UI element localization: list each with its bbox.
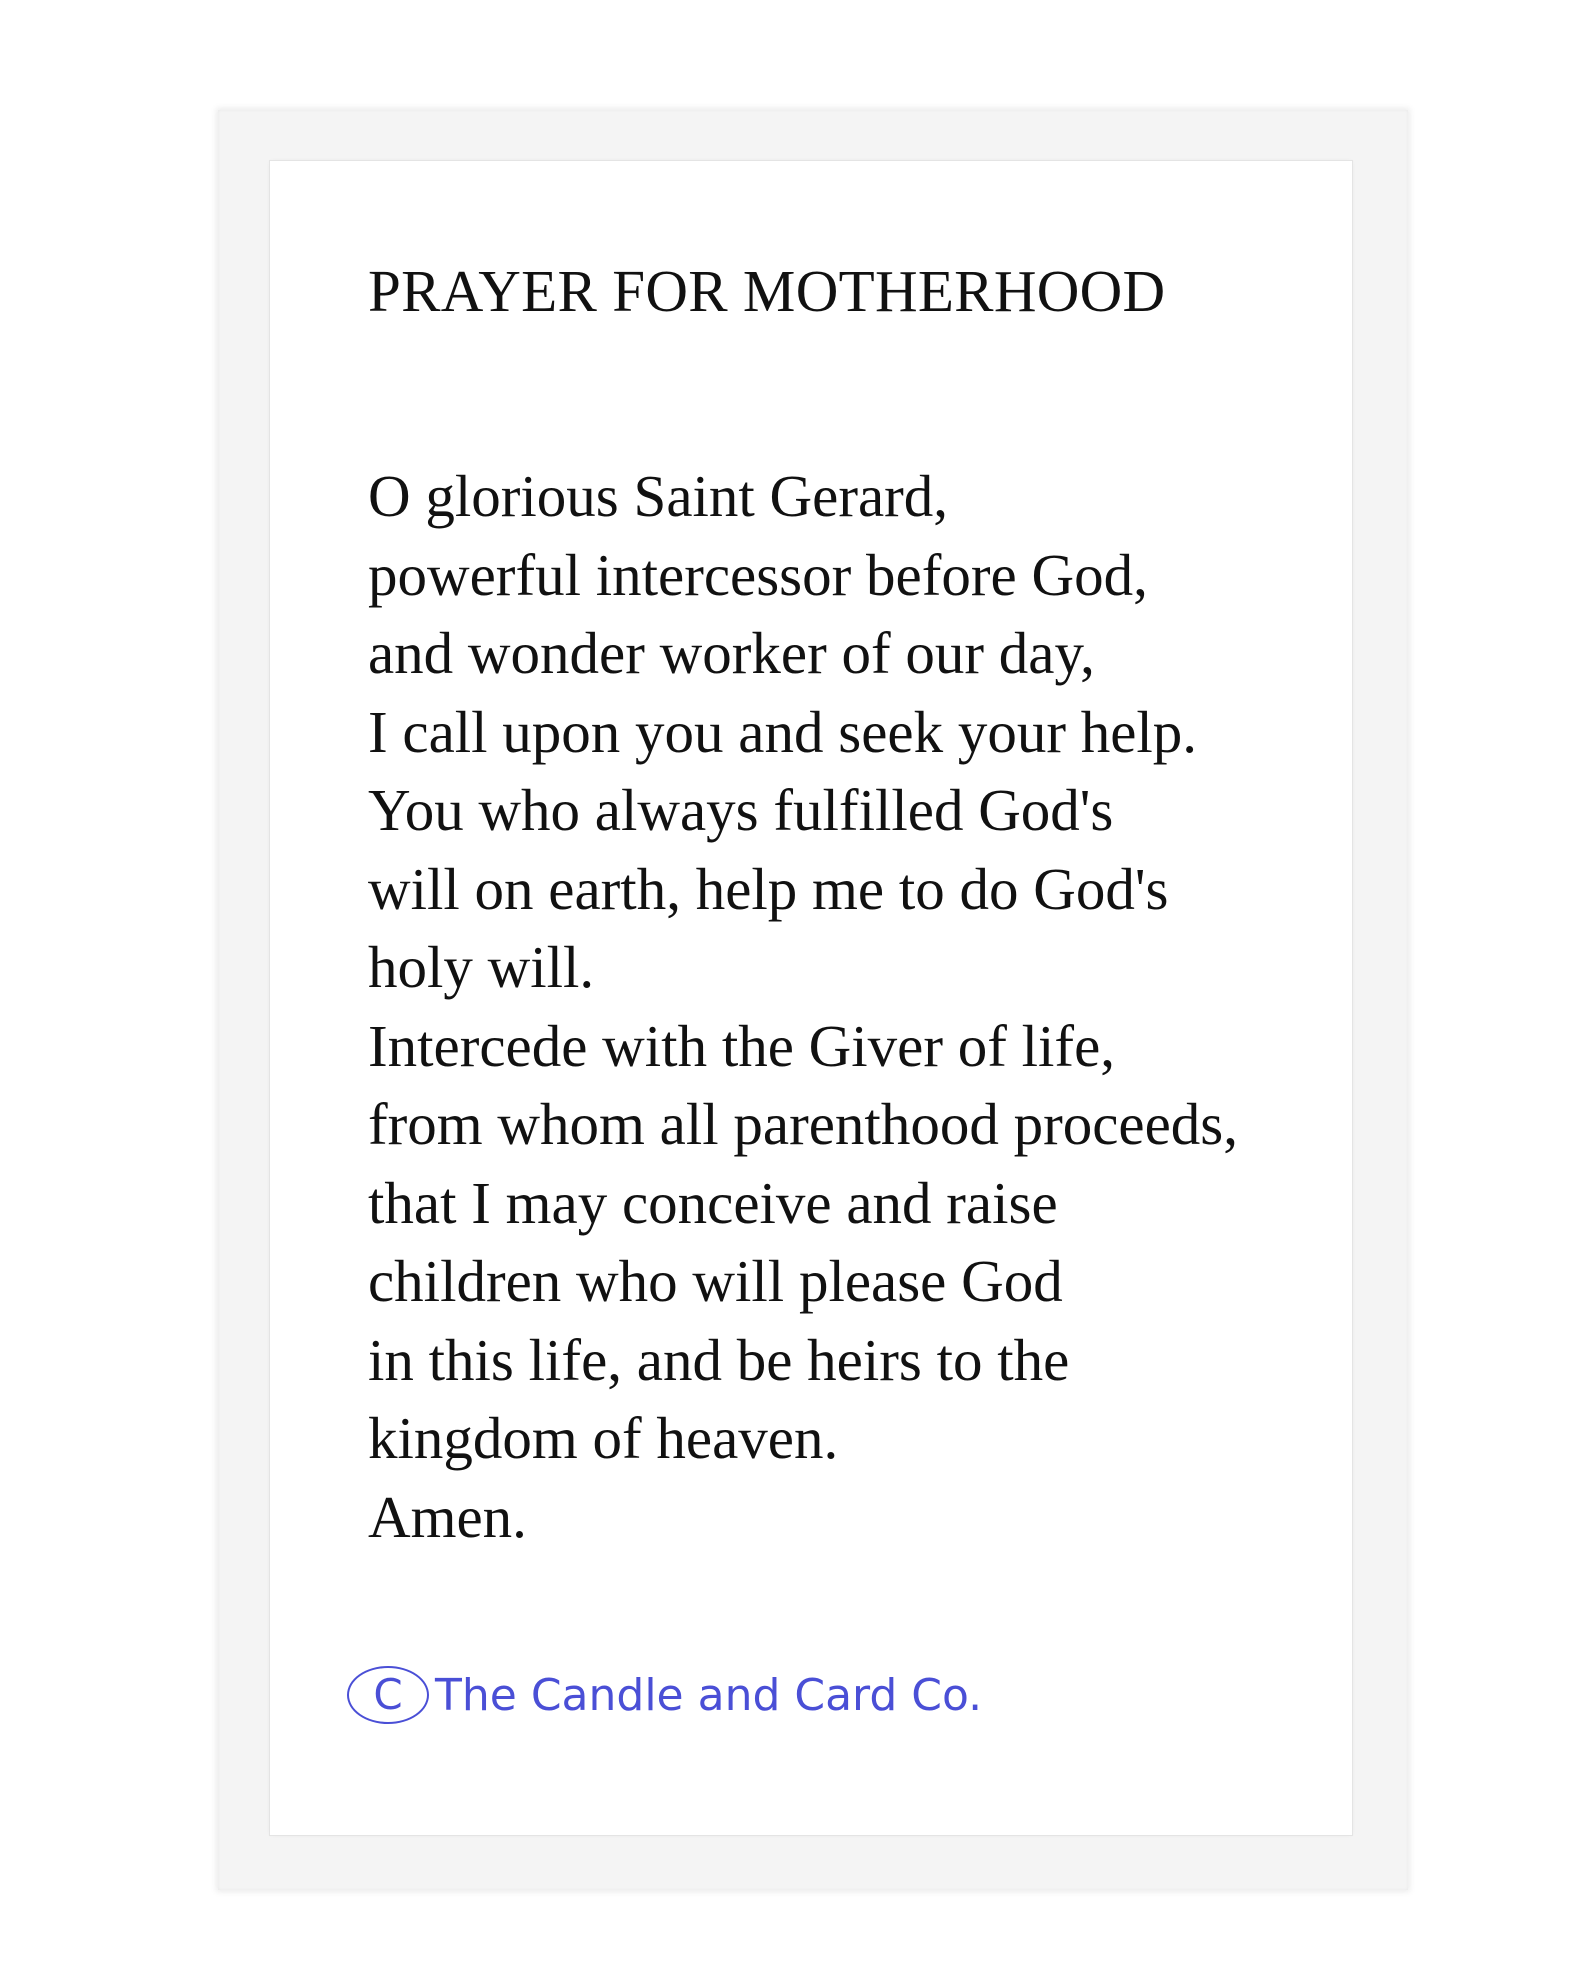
copyright-icon: C <box>347 1666 429 1724</box>
prayer-line: that I may conceive and raise <box>368 1169 1058 1236</box>
prayer-line: kingdom of heaven. <box>368 1405 839 1471</box>
prayer-line: holy will. <box>368 934 595 1000</box>
prayer-title: PRAYER FOR MOTHERHOOD <box>368 258 1166 324</box>
prayer-line: in this life, and be heirs to the <box>368 1326 1070 1393</box>
prayer-line: Amen. <box>368 1483 527 1550</box>
prayer-line: powerful intercessor before God, <box>368 541 1148 608</box>
prayer-card <box>270 161 1352 1835</box>
prayer-line: I call upon you and seek your help. <box>368 698 1198 765</box>
prayer-line: will on earth, help me to do God's <box>368 855 1169 922</box>
prayer-line: from whom all parenthood proceeds, <box>368 1091 1238 1157</box>
copyright-notice <box>347 1663 982 1727</box>
prayer-line: You who always fulfilled God's <box>368 777 1114 843</box>
company-name: The Candle and Card Co. <box>435 1669 983 1721</box>
prayer-line: children who will please God <box>368 1248 1063 1314</box>
prayer-line: Intercede with the Giver of life, <box>368 1012 1116 1079</box>
prayer-line: and wonder worker of our day, <box>368 620 1095 686</box>
prayer-line: O glorious Saint Gerard, <box>368 463 949 529</box>
prayer-text <box>368 457 1238 1556</box>
